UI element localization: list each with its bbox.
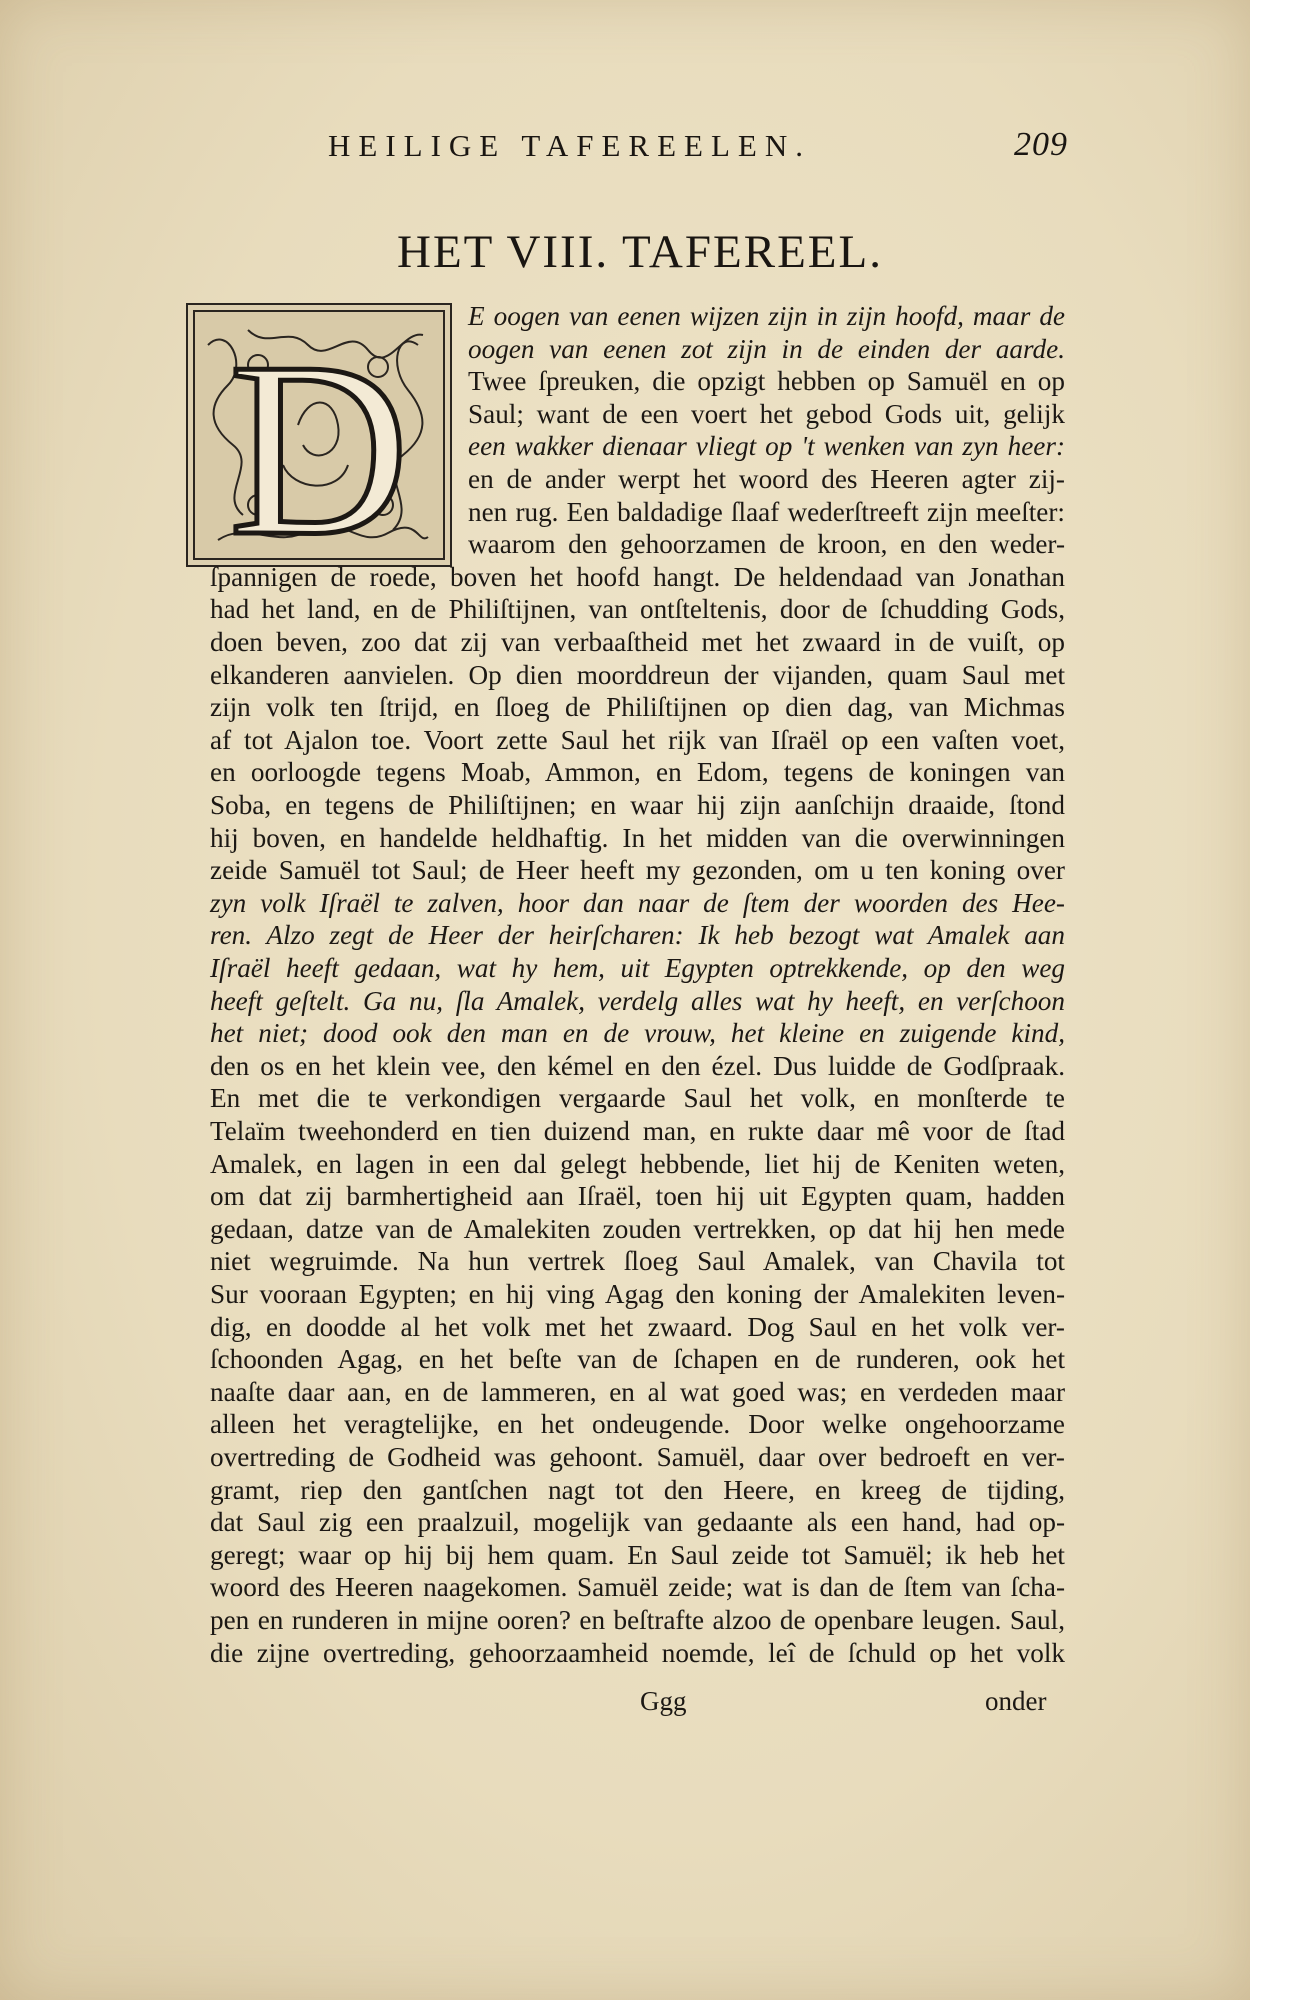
text-line: zyn volk Iſraël te zalven, hoor dan naar de ſtem der woorden des Hee- <box>210 887 1065 918</box>
text-line: waarom den gehoorzamen de kroon, en den weder- <box>468 529 1065 560</box>
text-line: zijn volk ten ſtrijd, en ſloeg de Philiſtijnen op dien dag, van Michmas <box>210 692 1065 723</box>
text-line: woord des Heeren naagekomen. Samuël zeide; wat is dan de ſtem van ſcha- <box>210 1572 1065 1603</box>
text-line: geregt; waar op hij bij hem quam. En Saul zeide tot Samuël; ik heb het <box>210 1539 1065 1570</box>
text-line: alleen het veragtelijke, en het ondeugende. Door welke ongehoorzame <box>210 1409 1065 1440</box>
text-line: Saul; want de een voert het gebod Gods uit, gelijk <box>468 398 1065 429</box>
text-line: Sur vooraan Egypten; en hij ving Agag den koning der Amalekiten leven- <box>210 1279 1065 1309</box>
text-line: Iſraël heeft gedaan, wat hy hem, uit Egypten optrekkende, op den weg <box>210 953 1065 983</box>
text-line: af tot Ajalon toe. Voort zette Saul het rijk van Iſraël op een vaſten voet, <box>210 724 1065 755</box>
text-line: die zijne overtreding, gehoorzaamheid noemde, leî de ſchuld op het volk <box>210 1637 1065 1668</box>
svg-text:D: D <box>228 311 410 565</box>
text-line: dig, en doodde al het volk met het zwaard. Dog Saul en het volk ver- <box>210 1311 1065 1342</box>
text-line: had het land, en de Philiſtijnen, van ontſteltenis, door de ſchudding Gods, <box>210 594 1065 625</box>
running-head <box>328 128 1068 168</box>
text-line: Amalek, en lagen in een dal gelegt hebbende, liet hij de Keniten weten, <box>210 1148 1065 1179</box>
text-line: En met die te verkondigen vergaarde Saul het volk, en monſterde te <box>210 1083 1065 1114</box>
text-line: elkanderen aanvielen. Op dien moorddreun der vijanden, quam Saul met <box>210 659 1065 690</box>
text-line: het niet; dood ook den man en de vrouw, het kleine en zuigende kind, <box>210 1018 1065 1049</box>
text-line: hij boven, en handelde heldhaftig. In het midden van die overwinningen <box>210 822 1065 853</box>
text-line: nen rug. Een baldadige ſlaaf wederſtreeft zijn meeſter: <box>468 496 1065 527</box>
running-head-title: HEILIGE TAFEREELEN. <box>328 128 811 163</box>
text-line: overtreding de Godheid was gehoont. Samuël, daar over bedroeft en ver- <box>210 1442 1065 1472</box>
text-line: zeide Samuël tot Saul; de Heer heeft my gezonden, om u ten koning over <box>210 855 1065 886</box>
text-line: om dat zij barmhertigheid aan Iſraël, toen hij uit Egypten quam, hadden <box>210 1181 1065 1212</box>
text-line: Twee ſpreuken, die opzigt hebben op Samuël en op <box>468 366 1065 397</box>
text-line: pen en runderen in mijne ooren? en beſtrafte alzoo de openbare leugen. Saul, <box>210 1605 1065 1635</box>
signature-mark: Ggg <box>640 1686 687 1716</box>
page-number: 209 <box>1014 126 1068 163</box>
text-line: ren. Alzo zegt de Heer der heirſcharen: Ik heb bezogt wat Amalek aan <box>210 920 1065 951</box>
decorated-initial-letter-icon <box>186 303 452 567</box>
text-line: gedaan, datze van de Amalekiten zouden vertrekken, op dat hij hen mede <box>210 1213 1065 1244</box>
text-line: oogen van eenen zot zijn in de einden der aarde. <box>468 333 1065 364</box>
text-line: en oorloogde tegens Moab, Ammon, en Edom, tegens de koningen van <box>210 757 1065 788</box>
text-line: doen beven, zoo dat zij van verbaaſtheid met het zwaard in de vuiſt, op <box>210 627 1065 657</box>
chapter-title: HET VIII. TAFEREEL. <box>397 226 883 278</box>
text-line: heeft geſtelt. Ga nu, ſla Amalek, verdelg alles wat hy heeft, en verſchoon <box>210 985 1065 1016</box>
catchword: onder <box>985 1686 1047 1716</box>
text-line: Soba, en tegens de Philiſtijnen; en waar hij zijn aanſchijn draaide, ſtond <box>210 790 1065 820</box>
text-line: gramt, riep den gantſchen nagt tot den Heere, en kreeg de tijding, <box>210 1474 1065 1505</box>
text-line: naaſte daar aan, en de lammeren, en al wat goed was; en verdeden maar <box>210 1376 1065 1407</box>
text-line: Telaïm tweehonderd en tien duizend man, en rukte daar mê voor de ſtad <box>210 1116 1065 1146</box>
text-line: ſpannigen de roede, boven het hoofd hangt. De heldendaad van Jonathan <box>210 561 1065 592</box>
text-line: en de ander werpt het woord des Heeren agter zij- <box>468 464 1065 494</box>
text-line: een wakker dienaar vliegt op 't wenken van zyn heer: <box>468 431 1065 462</box>
text-line: niet wegruimde. Na hun vertrek ſloeg Saul Amalek, van Chavila tot <box>210 1246 1065 1277</box>
page-background <box>1250 0 1289 2000</box>
text-line: E oogen van eenen wijzen zijn in zijn hoofd, maar de <box>468 301 1065 331</box>
text-line: den os en het klein vee, den kémel en den ézel. Dus luidde de Godſpraak. <box>210 1050 1065 1081</box>
text-line: dat Saul zig een praalzuil, mogelijk van gedaante als een hand, had op- <box>210 1507 1065 1538</box>
text-line: ſchoonden Agag, en het beſte van de ſchapen en de runderen, ook het <box>210 1344 1065 1375</box>
